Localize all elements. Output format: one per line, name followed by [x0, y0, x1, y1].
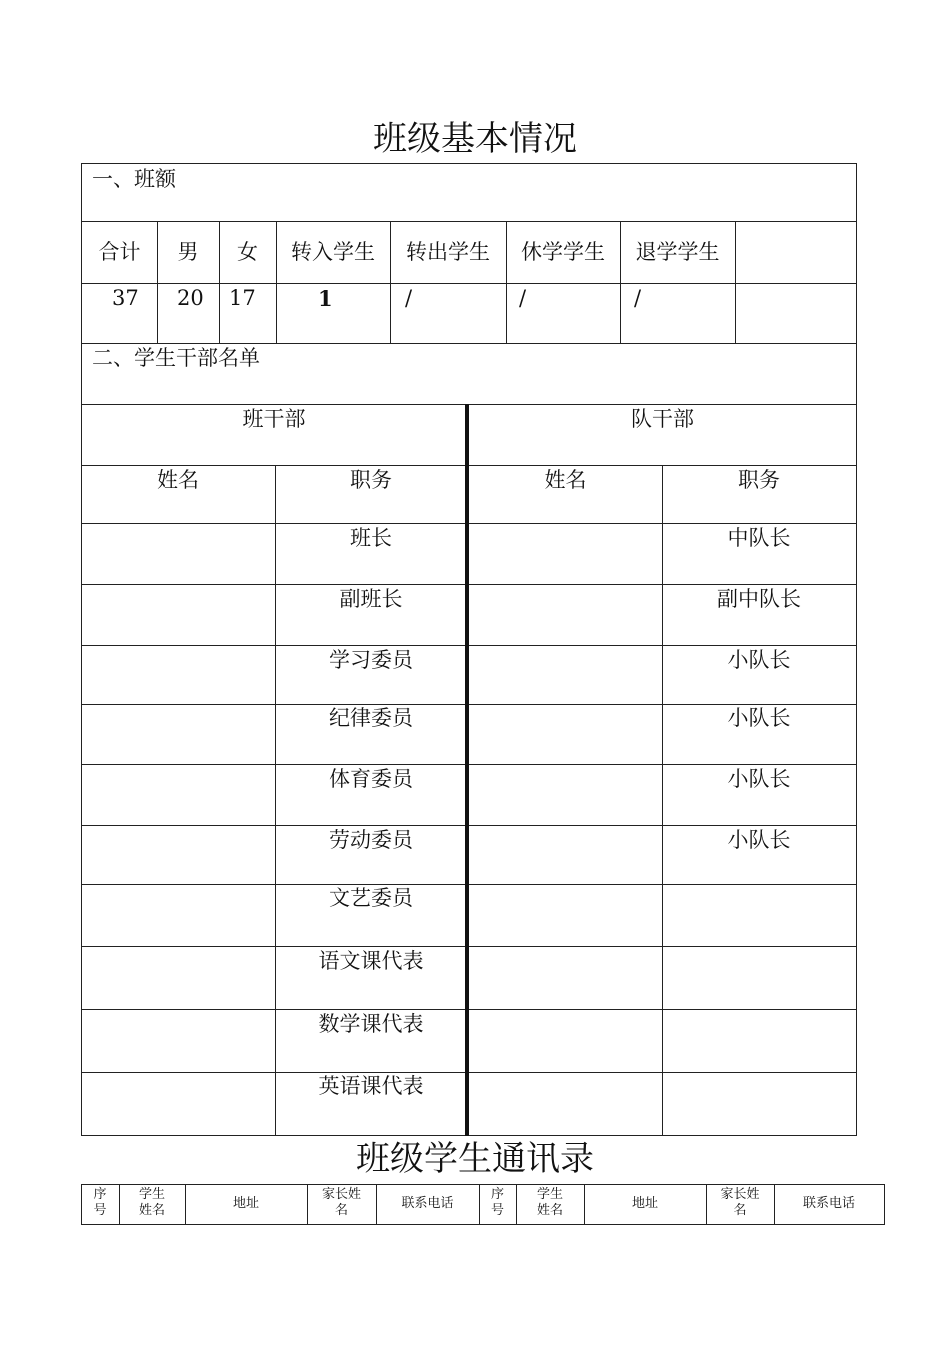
- class-role: 班长: [350, 526, 392, 550]
- dir-header-parent-line1: 家长姓: [321, 1187, 361, 1202]
- class-cadre-title: 班干部: [242, 407, 306, 431]
- page-title: 班级基本情况: [373, 119, 577, 159]
- class-role-header: 职务: [350, 468, 392, 492]
- value-male: 20: [177, 286, 204, 310]
- dir-header-parent-line2: 名: [733, 1203, 747, 1219]
- team-name-header: 姓名: [544, 468, 587, 492]
- value-withdrawn: /: [634, 286, 642, 310]
- class-role: 学习委员: [329, 648, 413, 672]
- value-female: 17: [229, 286, 256, 310]
- class-role: 数学课代表: [318, 1012, 424, 1036]
- dir-header-student-line1: 学生: [536, 1187, 563, 1202]
- value-suspended: /: [519, 286, 527, 310]
- team-role-header: 职务: [738, 468, 780, 492]
- class-role: 文艺委员: [329, 886, 413, 910]
- team-role: 小队长: [727, 767, 791, 791]
- dir-header-no: [479, 1187, 516, 1220]
- team-cadre-title: 队干部: [631, 407, 694, 431]
- class-name-header: 姓名: [157, 468, 199, 492]
- section-class-size: 一、班额: [92, 167, 176, 191]
- value-transfer-in: 1: [318, 286, 333, 311]
- dir-header-address: 地址: [232, 1196, 259, 1211]
- dir-header-parent: [307, 1187, 376, 1220]
- section-student-cadres: 二、学生干部名单: [92, 346, 260, 370]
- value-total: 37: [112, 286, 139, 310]
- dir-header-student-line2: 姓名: [536, 1203, 563, 1219]
- dir-header-parent-line1: 家长姓: [720, 1187, 760, 1202]
- team-role: 小队长: [727, 706, 791, 730]
- dir-header-student-line2: 姓名: [138, 1203, 165, 1219]
- team-role: 中队长: [727, 526, 791, 550]
- dir-header-parent-line2: 名: [334, 1203, 348, 1219]
- header-suspended: 休学学生: [521, 240, 605, 264]
- dir-header-student-line1: 学生: [138, 1187, 165, 1202]
- team-role: 副中队长: [717, 587, 801, 611]
- header-male: 男: [177, 240, 199, 264]
- team-role: 小队长: [727, 828, 791, 852]
- directory-title: 班级学生通讯录: [356, 1139, 594, 1179]
- dir-header-parent: [706, 1187, 774, 1220]
- dir-header-student: [119, 1187, 185, 1220]
- header-transfer-in: 转入学生: [291, 240, 375, 264]
- dir-header-no: [81, 1187, 119, 1220]
- header-female: 女: [237, 240, 258, 264]
- class-role: 体育委员: [329, 767, 413, 791]
- dir-header-address: 地址: [631, 1196, 658, 1211]
- class-role: 劳动委员: [329, 828, 413, 852]
- dir-header-student: [516, 1187, 584, 1220]
- dir-header-no-line2: 号: [93, 1203, 107, 1219]
- header-total: 合计: [98, 240, 141, 264]
- dir-header-phone: 联系电话: [401, 1196, 454, 1211]
- dir-header-no-line2: 号: [490, 1203, 504, 1219]
- dir-header-no-line1: 序: [490, 1187, 504, 1202]
- dir-header-phone: 联系电话: [802, 1196, 855, 1211]
- team-role: 小队长: [727, 648, 791, 672]
- class-role: 语文课代表: [318, 949, 424, 973]
- dir-header-no-line1: 序: [93, 1187, 107, 1202]
- header-transfer-out: 转出学生: [406, 240, 490, 264]
- class-role: 英语课代表: [318, 1074, 424, 1098]
- class-role: 副班长: [339, 587, 403, 611]
- header-withdrawn: 退学学生: [635, 240, 720, 264]
- value-transfer-out: /: [405, 286, 413, 310]
- class-role: 纪律委员: [329, 706, 413, 730]
